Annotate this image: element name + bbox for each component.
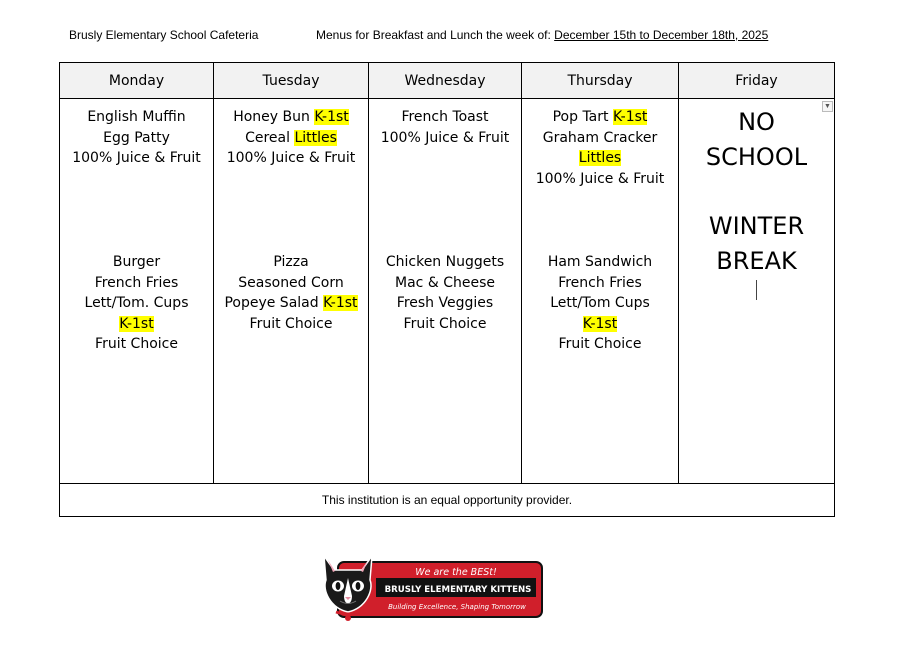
menu-item-text: English Muffin (87, 109, 186, 125)
breakfast-menu (60, 107, 213, 169)
day-header-wednesday: Wednesday (369, 63, 522, 99)
menu-item (369, 128, 521, 149)
footer-row (60, 484, 835, 517)
day-header-tuesday: Tuesday (214, 63, 369, 99)
menu-item-text: 100% Juice & Fruit (535, 170, 665, 187)
breakfast-menu (214, 107, 368, 169)
menu-item-text: Fruit Choice (558, 336, 642, 353)
menu-item-text: French Fries (558, 274, 642, 291)
grade-tag: Littles (578, 150, 622, 167)
grade-tag: Littles (294, 129, 337, 146)
menu-item-text: Pop Tart (552, 109, 609, 125)
week-label: Menus for Breakfast and Lunch the week of: (316, 28, 551, 42)
menu-item-text: Lett/Tom Cups (550, 295, 650, 312)
menu-item (522, 273, 678, 294)
school-logo (318, 550, 544, 622)
page-header (69, 28, 768, 42)
menu-item-text: Honey Bun (233, 109, 310, 125)
menu-item (60, 293, 213, 314)
menu-item (60, 107, 213, 128)
menu-row (60, 99, 835, 484)
menu-item (522, 252, 678, 273)
menu-item (60, 273, 213, 294)
menu-item (369, 252, 521, 273)
day-cell-thursday (522, 99, 679, 484)
day-cell-tuesday (214, 99, 369, 484)
menu-item-text: Ham Sandwich (547, 254, 653, 270)
note-line: SCHOOL (705, 142, 808, 171)
lunch-menu (60, 252, 213, 355)
menu-item-text: 100% Juice & Fruit (226, 150, 356, 167)
menu-item (60, 148, 213, 169)
menu-item (522, 314, 678, 335)
menu-item (214, 252, 368, 273)
dropdown-arrow-icon[interactable]: ▼ (822, 101, 833, 112)
grade-tag: K-1st (119, 315, 154, 332)
menu-item (522, 169, 678, 190)
menu-item-text: Lett/Tom. Cups (84, 295, 189, 312)
note-spacer (679, 174, 834, 209)
menu-item-text: Cereal (245, 129, 290, 146)
logo-slogan: Building Excellence, Shaping Tomorrow (388, 603, 526, 611)
menu-item (369, 273, 521, 294)
logo-name: BRUSLY ELEMENTARY KITTENS (384, 585, 532, 595)
menu-item-text: Fruit Choice (249, 315, 333, 332)
menu-item (214, 293, 368, 314)
menu-item (522, 107, 678, 128)
menu-item-text: Mac & Cheese (395, 274, 495, 291)
menu-item (214, 273, 368, 294)
lunch-menu (214, 252, 368, 334)
menu-item (369, 314, 521, 335)
note-line: BREAK (716, 246, 797, 275)
menu-item-text: French Toast (401, 109, 489, 125)
menu-item (214, 128, 368, 149)
menu-table (59, 62, 835, 517)
grade-tag: K-1st (323, 295, 358, 312)
menu-item (60, 314, 213, 335)
note-line: WINTER (708, 212, 805, 240)
menu-item-text: French Fries (94, 274, 179, 291)
menu-item-text: Popeye Salad (224, 295, 319, 312)
menu-item-text: Burger (112, 254, 161, 270)
lunch-menu (522, 252, 678, 355)
lunch-menu (369, 252, 521, 334)
day-header-thursday: Thursday (522, 63, 679, 99)
menu-item (522, 334, 678, 355)
grade-tag: K-1st (314, 109, 349, 125)
menu-item-text: 100% Juice & Fruit (380, 129, 510, 146)
menu-item-text: Chicken Nuggets (385, 254, 505, 270)
note-line: NO (738, 108, 775, 136)
week-dates: December 15th to December 18th, 2025 (554, 28, 769, 42)
menu-item (522, 128, 678, 149)
school-name: Brusly Elementary School Cafeteria (69, 28, 259, 42)
menu-item-text: Seasoned Corn (238, 274, 344, 291)
menu-item-text: Fresh Veggies (396, 295, 494, 312)
day-header-friday: Friday (679, 63, 835, 99)
day-header-row (60, 63, 835, 99)
menu-item (60, 334, 213, 355)
menu-item-text: Egg Patty (103, 129, 170, 146)
grade-tag: K-1st (582, 315, 618, 332)
menu-item-text: Fruit Choice (95, 336, 178, 353)
equal-opportunity-statement: This institution is an equal opportunity provider. (60, 484, 835, 517)
menu-item (214, 148, 368, 169)
day-header-monday: Monday (60, 63, 214, 99)
friday-note (679, 105, 834, 300)
day-cell-monday (60, 99, 214, 484)
menu-item (214, 107, 368, 128)
day-cell-wednesday (369, 99, 522, 484)
menu-item (522, 293, 678, 314)
menu-item-text: Graham Cracker (542, 129, 658, 146)
menu-item-text: Pizza (273, 254, 309, 270)
menu-item (60, 128, 213, 149)
logo-tagline: We are the BESt! (415, 567, 497, 578)
breakfast-menu (522, 107, 678, 189)
menu-item (60, 252, 213, 273)
text-cursor (756, 280, 757, 300)
menu-item (369, 107, 521, 128)
menu-item (214, 314, 368, 335)
menu-item (522, 148, 678, 169)
breakfast-menu (369, 107, 521, 148)
grade-tag: K-1st (612, 109, 648, 125)
menu-item-text: 100% Juice & Fruit (72, 150, 201, 167)
menu-item (369, 293, 521, 314)
menu-item-text: Fruit Choice (403, 315, 487, 332)
day-cell-friday[interactable] (679, 99, 835, 484)
